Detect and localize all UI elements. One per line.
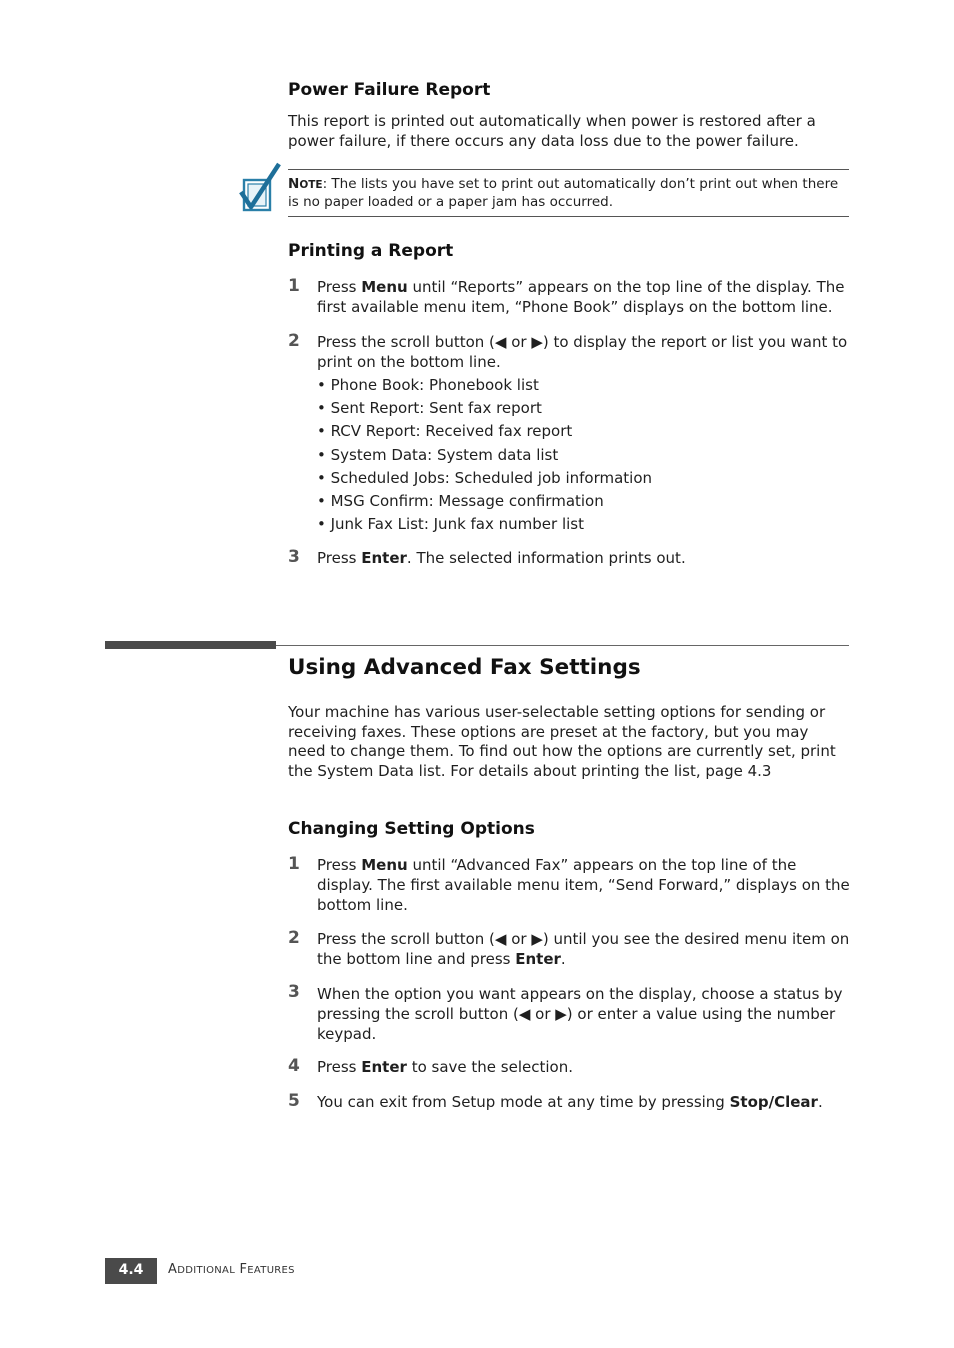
list-item: • System Data: System data list: [317, 445, 559, 464]
page-number: 4.4: [105, 1258, 157, 1284]
power-failure-heading: Power Failure Report: [288, 80, 491, 100]
list-item: • RCV Report: Received fax report: [317, 422, 573, 441]
step-number: 3: [288, 547, 300, 567]
step-number: 1: [288, 854, 300, 874]
list-item: • Sent Report: Sent fax report: [317, 399, 542, 418]
step-text: Press Enter to save the selection.: [317, 1058, 573, 1076]
step-number: 2: [288, 331, 300, 351]
step-number: 4: [288, 1056, 300, 1076]
printing-heading: Printing a Report: [288, 241, 454, 261]
report-list: [317, 376, 652, 538]
checkmark-note-icon: [239, 162, 281, 214]
power-failure-body: This report is printed out automatically when power is restored after a power failure, if there occurs any data loss due to the power failure.: [288, 112, 816, 150]
note-bottom-rule: [288, 216, 849, 217]
changing-heading: Changing Setting Options: [288, 819, 535, 839]
step-text: Press Menu until “Reports” appears on the top line of the display. The first available menu item, “Phone Book” displays on the bottom line.: [317, 278, 845, 316]
section-bar: [105, 641, 276, 649]
step-text: When the option you want appears on the display, choose a status by pressing the scroll button (◀ or ▶) or enter a value using the number keypad.: [317, 985, 843, 1043]
footer-section-title: ADDITIONAL FEATURES: [168, 1262, 295, 1277]
note-top-rule: [288, 169, 849, 170]
list-item: • MSG Confirm: Message confirmation: [317, 491, 604, 510]
advanced-body: Your machine has various user-selectable setting options for sending or receiving faxes. These options are preset at the factory, but you may need to change them. To find out how the options are currently set, print the System Data list. For details about printing the list, page 4.3: [288, 703, 836, 780]
list-item: • Junk Fax List: Junk fax number list: [317, 515, 584, 534]
section-rule: [276, 645, 849, 646]
note-text: NOTE: The lists you have set to print out automatically don’t print out when there is no paper loaded or a paper jam has occurred.: [288, 176, 839, 210]
section-title: Using Advanced Fax Settings: [288, 655, 641, 680]
step-number: 1: [288, 276, 300, 296]
list-item: • Phone Book: Phonebook list: [317, 376, 539, 394]
step-number: 3: [288, 982, 300, 1002]
step-text: Press Menu until “Advanced Fax” appears on the top line of the display. The first available menu item, “Send Forward,” displays on the bottom line.: [317, 856, 850, 914]
step-text: Press the scroll button (◀ or ▶) to display the report or list you want to print on the bottom line.: [317, 333, 848, 371]
step-text: Press the scroll button (◀ or ▶) until you see the desired menu item on the bottom line and press Enter.: [317, 930, 850, 968]
step-text: You can exit from Setup mode at any time by pressing Stop/Clear.: [317, 1093, 823, 1111]
step-text: Press Enter. The selected information prints out.: [317, 549, 686, 567]
note-label: NOTE: [288, 176, 323, 192]
list-item: • Scheduled Jobs: Scheduled job information: [317, 468, 653, 487]
step-number: 5: [288, 1091, 300, 1111]
step-number: 2: [288, 928, 300, 948]
